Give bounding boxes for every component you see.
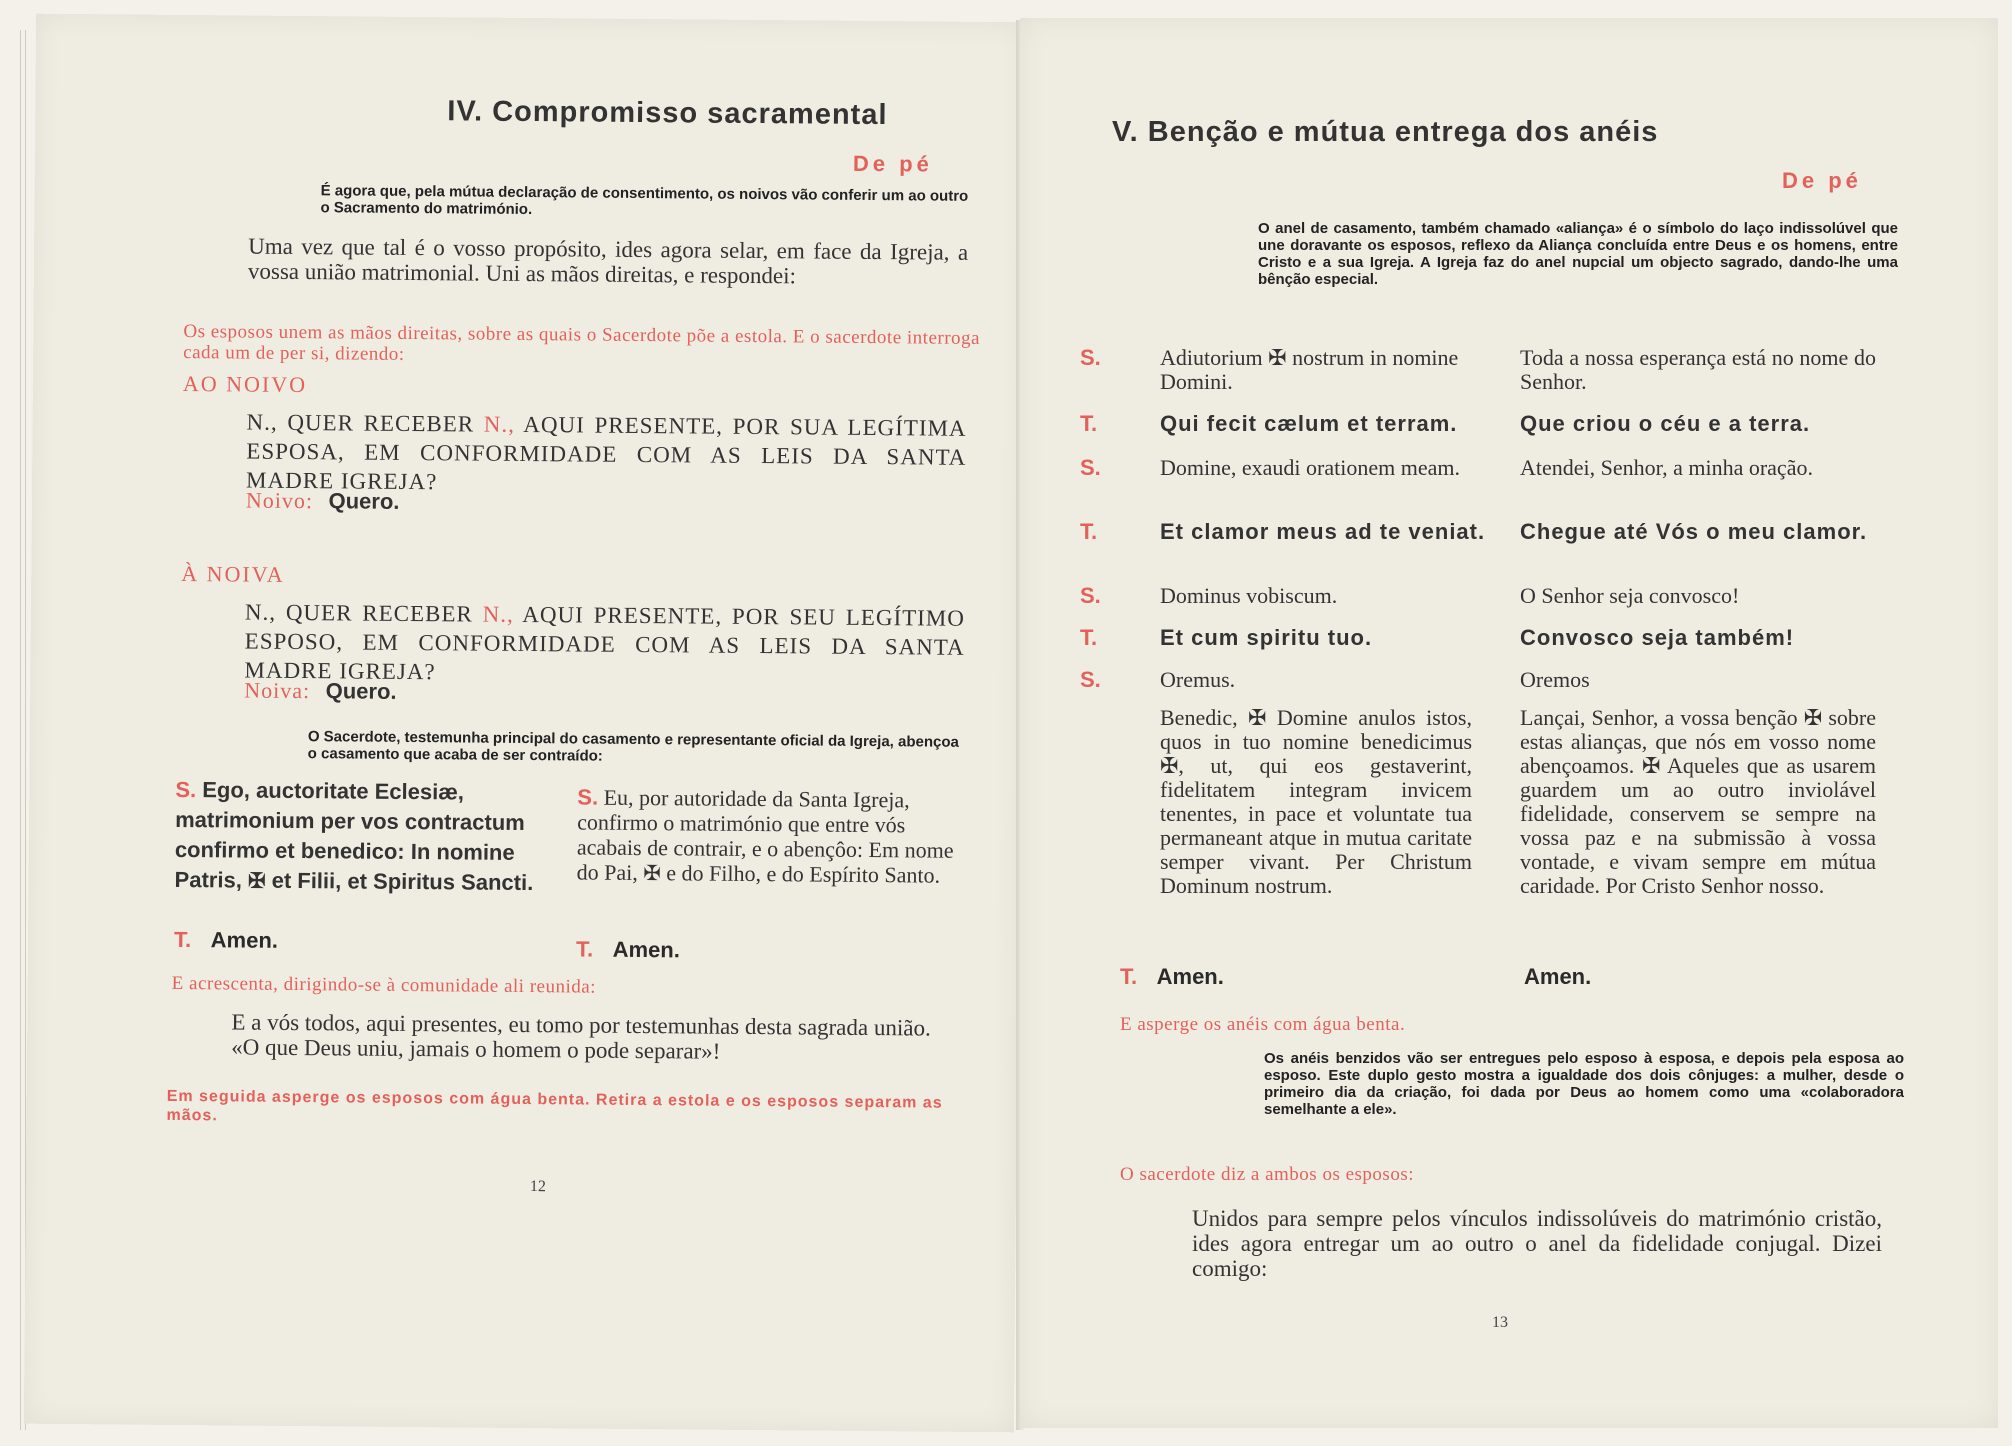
- rubric-hands: Os esposos unem as mãos direitas, sobre as quais o Sacerdote põe a estola. E o sacerdote interroga cada um de per si, dizendo:: [183, 321, 981, 365]
- pt-confirm-part2: e do Filho, e do Espírito Santo.: [666, 860, 941, 888]
- prayer-pt: Lançai, Senhor, a vossa benção ✠ sobre estas alianças, que nós em vosso nome abençoamos. ✠ Aqueles que as usarem guardem um ao outro inviolável fidelidade, conservem se sempre na vossa paz e na submissão à vossa vontade, e vivam sempre em mútua caridade. Por Cristo Senhor nosso.: [1520, 705, 1876, 898]
- bride-response: [244, 678, 397, 705]
- dialogue-latin-line: [1080, 411, 1520, 436]
- cross-icon: ✠: [247, 869, 266, 893]
- speaker-marker: S.: [1080, 345, 1101, 370]
- latin-confirmation: [174, 775, 555, 899]
- groom-answer: Quero.: [328, 488, 400, 514]
- speaker-marker: T.: [1080, 519, 1098, 544]
- latin-marker: S.: [175, 776, 197, 803]
- dialogue-latin-line: [1080, 667, 1520, 692]
- dialogue-latin-line: [1080, 345, 1520, 394]
- bride-label: Noiva:: [244, 677, 311, 704]
- amen-marker: T.: [575, 936, 594, 962]
- intro-note: O anel de casamento, também chamado «aliança» é o símbolo do laço indissolúvel que une doravante os esposos, reflexo da Aliança concluída entre Deus e os homens, entre Cristo e a sua Igreja. A Igreja faz do anel nupcial um objecto sagrado, dando-lhe uma bênção especial.: [1258, 220, 1898, 288]
- groom-question: [246, 408, 967, 501]
- dialogue-latin-line: [1080, 519, 1520, 544]
- exchange-note: Os anéis benzidos vão ser entregues pelo esposo à esposa, e depois pela esposa ao esposo. Este duplo gesto mostra a igualdade dos dois cônjuges: a mulher, desde o primeiro dia da criação, foi dada por Deus ao homem como uma «colaboradora semelhante a ele».: [1264, 1050, 1904, 1118]
- page-number: 13: [1492, 1314, 1508, 1331]
- pt-confirmation: [577, 784, 968, 888]
- bride-question: [244, 598, 965, 691]
- dialogue-latin-text: Qui fecit cælum et terram.: [1160, 411, 1458, 436]
- rubric-priest: O sacerdote diz a ambos os esposos:: [1120, 1164, 1414, 1185]
- groom-question-n: N.,: [483, 411, 516, 437]
- bride-question-start: N., QUER RECEBER: [244, 599, 473, 627]
- amen-text: Amen.: [612, 936, 681, 963]
- amen-marker: T.: [1120, 964, 1138, 989]
- dialogue-pt-text: Atendei, Senhor, a minha oração.: [1520, 455, 1813, 480]
- groom-response: [246, 488, 400, 515]
- rubric-end: Em seguida asperge os esposos com água benta. Retira a estola e os esposos separam as mãos.: [166, 1087, 943, 1125]
- bride-question-n: N.,: [482, 601, 514, 627]
- right-page: [1020, 18, 1998, 1428]
- speaker-marker: T.: [1080, 625, 1098, 650]
- dialogue-latin-text: Oremus.: [1160, 667, 1236, 692]
- intro-note: É agora que, pela mútua declaração de consentimento, os noivos vão conferir um ao outro o Sacramento do matrimónio.: [320, 182, 969, 219]
- closing-address: Unidos para sempre pelos vínculos indissolúveis do matrimónio cristão, ides agora entregar um ao outro o anel da fidelidade conjugal. Dizei comigo:: [1192, 1206, 1882, 1281]
- latin-confirm-part1: Ego, auctoritate Eclesiæ, matrimonium per vos contractum confirmo et benedico: In nomine Patris,: [174, 777, 525, 893]
- dialogue-pt-text: Chegue até Vós o meu clamor.: [1520, 519, 1868, 544]
- page-number: 12: [529, 1178, 547, 1196]
- bride-question-rest: AQUI PRESENTE, POR SEU LEGÍTIMO ESPOSO, EM CONFORMIDADE COM AS LEIS DA SANTA MADRE IGREJA?: [244, 601, 966, 685]
- left-page: [24, 14, 1026, 1433]
- speaker-marker: S.: [1080, 583, 1101, 608]
- witness-note: O Sacerdote, testemunha principal do casamento e representante oficial da Igreja, abençoa o casamento que acaba de ser contraído:: [307, 728, 959, 765]
- amen-text: Amen.: [210, 927, 279, 953]
- amen-text: Amen.: [1156, 964, 1224, 989]
- prayer-latin: Benedic, ✠ Domine anulos istos, quos in tuo nomine benedicimus ✠, ut, qui eos gestaverint, fidelitatem integram invicem tenentes, in pace et voluntate tua permaneant atque in mutua caritate semper vivant. Per Christum Dominum nostrum.: [1160, 705, 1472, 898]
- dialogue-latin-text: Domine, exaudi orationem meam.: [1160, 455, 1460, 480]
- dialogue-latin-text: Dominus vobiscum.: [1160, 583, 1338, 608]
- to-bride-label: À NOIVA: [181, 560, 285, 587]
- rubric-sprinkle: E asperge os anéis com água benta.: [1120, 1014, 1406, 1035]
- speaker-marker: S.: [1080, 667, 1101, 692]
- dialogue-pt-text: Que criou o céu e a terra.: [1520, 411, 1811, 436]
- amen-pt: Amen.: [1524, 964, 1592, 989]
- amen-marker: T.: [173, 926, 192, 953]
- dialogue-latin-line: [1080, 625, 1520, 650]
- rubric-community: E acrescenta, dirigindo-se à comunidade ali reunida:: [171, 972, 597, 998]
- dialogue-latin-line: [1080, 455, 1520, 480]
- dialogue-pt-text: Toda a nossa esperança está no nome do Senhor.: [1520, 345, 1876, 394]
- posture-standing: De pé: [852, 150, 933, 177]
- amen-pt: [576, 936, 680, 963]
- amen-latin: [174, 927, 278, 954]
- dialogue-latin-text: Et clamor meus ad te veniat.: [1160, 519, 1486, 544]
- dialogue-latin-line: [1080, 583, 1520, 608]
- groom-label: Noivo:: [245, 487, 314, 514]
- latin-confirm-part2: et Filii, et Spiritus Sancti.: [271, 867, 534, 896]
- speaker-marker: T.: [1080, 411, 1098, 436]
- pt-confirm-part1: Eu, por autoridade da Santa Igreja, confirmo o matrimónio que entre vós acabais de contrair, e o abençôo: Em nome do Pai,: [576, 784, 954, 885]
- dialogue-latin-text: Et cum spiritu tuo.: [1160, 625, 1373, 650]
- dialogue-latin-text: Adiutorium ✠ nostrum in nomine Domini.: [1160, 345, 1459, 394]
- page-edge: [20, 30, 21, 1430]
- section-heading-iv: IV. Compromisso sacramental: [447, 95, 888, 132]
- dialogue-pt-text: Convosco seja também!: [1520, 625, 1795, 650]
- groom-question-start: N., QUER RECEBER: [246, 409, 475, 437]
- section-heading-v: V. Benção e mútua entrega dos anéis: [1112, 116, 1659, 148]
- cross-icon: ✠: [643, 861, 661, 886]
- dialogue-pt-text: Oremos: [1520, 667, 1590, 692]
- dialogue-pt-text: O Senhor seja convosco!: [1520, 583, 1740, 608]
- speaker-marker: S.: [1080, 455, 1101, 480]
- pt-marker: S.: [577, 784, 599, 810]
- community-address: E a vós todos, aqui presentes, eu tomo por testemunhas desta sagrada união. «O que Deus uniu, jamais o homem o pode separar»!: [231, 1009, 931, 1064]
- address-text: Uma vez que tal é o vosso propósito, ides agora selar, em face da Igreja, a vossa união matrimonial. Uni as mãos direitas, e respondei:: [247, 233, 969, 289]
- amen-latin: [1120, 964, 1224, 990]
- bride-answer: Quero.: [325, 678, 397, 704]
- posture-standing: De pé: [1782, 168, 1862, 193]
- to-groom-label: AO NOIVO: [182, 371, 308, 398]
- groom-question-rest: AQUI PRESENTE, POR SUA LEGÍTIMA ESPOSA, EM CONFORMIDADE COM AS LEIS DA SANTA MADRE IGREJA?: [246, 411, 967, 495]
